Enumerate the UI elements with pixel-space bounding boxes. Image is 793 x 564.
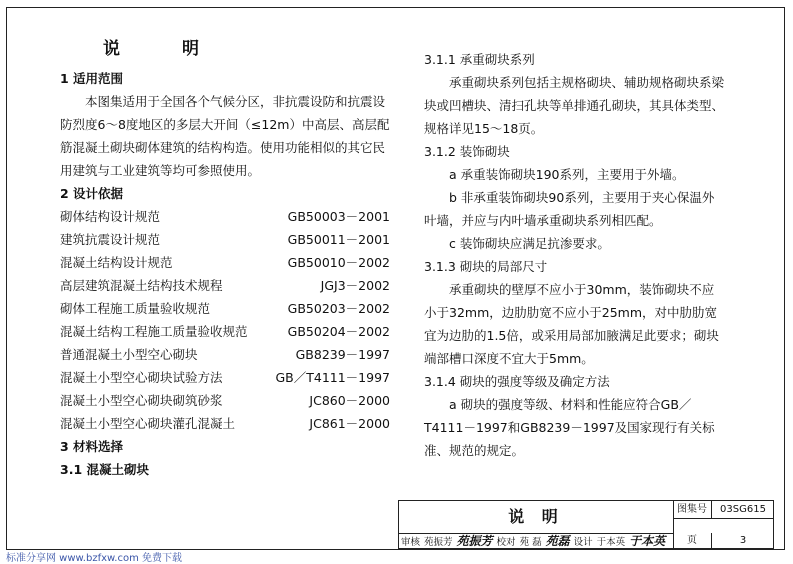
section-3-1-1-heading: 3.1.1 承重砌块系列: [424, 52, 535, 67]
section-3-1-heading: 3.1 混凝土砌块: [60, 462, 149, 477]
review-label: 审核: [401, 536, 421, 548]
page-label: 页: [673, 533, 712, 548]
design-label: 设计: [573, 536, 593, 548]
reference-item: [60, 366, 390, 389]
reference-code: JC861－2000: [309, 416, 390, 431]
reference-name: 砌体工程施工质量验收规范: [60, 301, 211, 316]
reference-code: GB8239－1997: [295, 347, 390, 362]
page-number: 3: [739, 535, 747, 546]
reference-item: [60, 297, 390, 320]
reference-code: GB50010－2002: [287, 255, 390, 270]
reference-list: [60, 205, 390, 435]
section-3-heading: 3 材料选择: [60, 439, 124, 454]
watermark-footer: 标准分享网 www.bzfxw.com 免费下载: [6, 553, 182, 564]
reference-code: JGJ3－2002: [320, 278, 390, 293]
reference-name: 混凝土结构工程施工质量验收规范: [60, 324, 248, 339]
page-title: 说 明: [103, 39, 227, 59]
section-3-1-3-heading: 3.1.3 砌块的局部尺寸: [424, 259, 548, 274]
left-column: [60, 38, 390, 481]
reference-name: 混凝土小型空心砌块灌孔混凝土: [60, 416, 236, 431]
reference-name: 混凝土小型空心砌块砌筑砂浆: [60, 393, 223, 408]
reference-name: 高层建筑混凝土结构技术规程: [60, 278, 223, 293]
section-3-1-4-heading: 3.1.4 砌块的强度等级及确定方法: [424, 374, 610, 389]
reference-item: [60, 251, 390, 274]
section-3-1-3-text: 承重砌块的壁厚不应小于30mm，装饰砌块不应小于32mm，边肋肋宽不应小于25mm，对中肋肋宽宜为边肋的1.5倍，或采用局部加腋满足此要求；砌块端部槽口深度不宜大于5mm。: [424, 282, 719, 366]
reference-item: [60, 343, 390, 366]
atlas-number-label: 图集号: [673, 501, 712, 519]
signature-row: [399, 533, 674, 548]
reference-item: [60, 389, 390, 412]
checker-signature: 苑磊: [545, 534, 570, 548]
reference-item: [60, 412, 390, 435]
reference-item: [60, 228, 390, 251]
section-1-text: 本图集适用于全国各个气候分区，非抗震设防和抗震设防烈度6～8度地区的多层大开间（≤12m）中高层、高层配筋混凝土砌块砌体建筑的结构构造。使用功能相似的其它民用建筑与工业建筑等均可参照使用。: [60, 94, 390, 178]
designer-name: 于本英: [596, 536, 626, 548]
section-3-1-1-text: 承重砌块系列包括主规格砌块、辅助规格砌块系梁块或凹槽块、清扫孔块等单排通孔砌块，其具体类型、规格详见15～18页。: [424, 75, 725, 136]
section-3-1-4-a: a 砌块的强度等级、材料和性能应符合GB／T4111－1997和GB8239－1997及国家现行有关标准、规范的规定。: [424, 397, 715, 458]
section-3-1-2-a: a 承重装饰砌块190系列，主要用于外墙。: [449, 167, 685, 182]
reference-item: [60, 274, 390, 297]
reviewer-name: 苑振芳: [424, 536, 453, 548]
designer-signature: 于本英: [629, 534, 666, 548]
right-column: [424, 48, 724, 462]
checker-name: 苑 磊: [519, 536, 542, 548]
reference-name: 混凝土结构设计规范: [60, 255, 173, 270]
reference-name: 普通混凝土小型空心砌块: [60, 347, 198, 362]
reviewer-signature: 苑振芳: [456, 534, 493, 548]
reference-code: GB50003－2001: [287, 209, 390, 224]
reference-name: 砌体结构设计规范: [60, 209, 161, 224]
reference-item: [60, 205, 390, 228]
title-block-main-title: 说 明: [399, 501, 674, 534]
title-block: [398, 500, 774, 549]
reference-code: GB50011－2001: [287, 232, 390, 247]
reference-code: GB50203－2002: [287, 301, 390, 316]
section-3-1-2-b: b 非承重装饰砌块90系列，主要用于夹心保温外叶墙，并应与内叶墙承重砌块系列相匹配。: [424, 190, 715, 228]
section-3-1-2-c: c 装饰砌块应满足抗渗要求。: [449, 236, 610, 251]
section-1-heading: 1 适用范围: [60, 71, 124, 86]
reference-code: GB50204－2002: [287, 324, 390, 339]
reference-code: GB／T4111－1997: [275, 370, 390, 385]
section-3-1-2-heading: 3.1.2 装饰砌块: [424, 144, 510, 159]
reference-item: [60, 320, 390, 343]
reference-name: 混凝土小型空心砌块试验方法: [60, 370, 223, 385]
check-label: 校对: [496, 536, 516, 548]
section-2-heading: 2 设计依据: [60, 186, 124, 201]
reference-name: 建筑抗震设计规范: [60, 232, 161, 247]
reference-code: JC860－2000: [309, 393, 390, 408]
atlas-number: 03SG615: [712, 501, 774, 519]
